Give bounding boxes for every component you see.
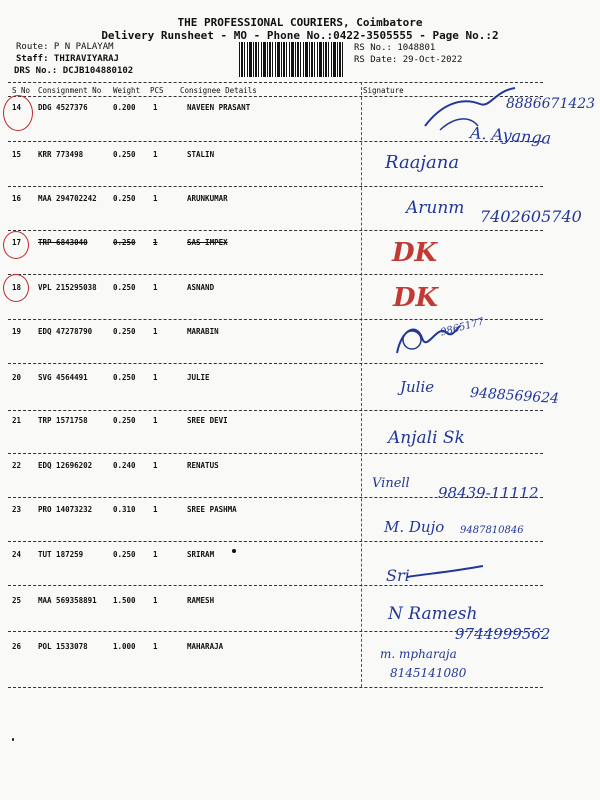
row-pcs: 1 <box>153 596 158 605</box>
handwritten-phone: 9488569624 <box>469 384 560 408</box>
row-consignment: POL 1533078 <box>38 642 88 651</box>
row-pcs: 1 <box>153 461 158 470</box>
table-row <box>0 150 600 162</box>
col-header-pcs: PCS <box>150 86 164 95</box>
row-divider <box>8 541 543 542</box>
row-weight: 1.000 <box>113 642 136 651</box>
row-consignee: MARABIN <box>187 327 219 336</box>
row-sno: 21 <box>12 416 22 425</box>
row-weight: 0.200 <box>113 103 136 112</box>
handwritten-signature: N Ramesh <box>388 604 478 624</box>
handwritten-phone: 7402605740 <box>480 207 582 226</box>
row-pcs: 1 <box>153 550 158 559</box>
row-divider <box>8 585 543 586</box>
row-pcs: 1 <box>153 416 158 425</box>
row-consignee: ARUNKUMAR <box>187 194 228 203</box>
row-consignee: SREE DEVI <box>187 416 228 425</box>
rs-date: RS Date: 29-Oct-2022 <box>354 55 463 65</box>
row-consignment: DDG 4527376 <box>38 103 88 112</box>
row-divider <box>8 274 543 275</box>
table-row <box>0 596 600 608</box>
handwritten-signature: m. mpharaja <box>380 647 457 661</box>
col-header-consignee: Consignee Details <box>180 86 257 95</box>
row-weight: 0.250 <box>113 327 136 336</box>
row-divider <box>8 453 543 454</box>
row-pcs: 1 <box>153 327 158 336</box>
ink-speck <box>12 738 14 741</box>
handwritten-signature: Julie <box>400 378 435 396</box>
table-row <box>0 416 600 428</box>
row-divider <box>8 141 543 142</box>
row-sno: 22 <box>12 461 22 470</box>
row-divider <box>8 319 543 320</box>
row-consignment: EDQ 47278790 <box>38 327 93 336</box>
col-header-signature: Signature <box>363 86 404 95</box>
row-sno: 18 <box>12 283 22 292</box>
row-weight: 0.250 <box>113 194 136 203</box>
row-weight: 0.250 <box>113 238 136 247</box>
row-pcs: 1 <box>153 238 158 247</box>
handwritten-phone: 8145141080 <box>390 666 467 680</box>
handwritten-signature: Sri <box>386 566 410 585</box>
signature-scribble <box>405 562 485 582</box>
col-header-weight: Weight <box>113 86 141 95</box>
rs-number: RS No.: 1048801 <box>354 43 436 53</box>
handwritten-signature: Vinell <box>372 476 410 491</box>
row-pcs: 1 <box>153 373 158 382</box>
row-consignment: SVG 4564491 <box>38 373 88 382</box>
row-consignee: ASNAND <box>187 283 215 292</box>
row-consignee: MAHARAJA <box>187 642 224 651</box>
row-pcs: 1 <box>153 283 158 292</box>
row-sno: 20 <box>12 373 22 382</box>
runsheet-subtitle: Delivery Runsheet - MO - Phone No.:0422-3505555 - Page No.:2 <box>101 29 499 42</box>
ink-speck <box>232 549 236 553</box>
red-circle-mark <box>3 274 29 302</box>
handwritten-phone: 9487810846 <box>460 525 524 536</box>
row-divider <box>8 410 543 411</box>
table-top-rule <box>8 82 543 83</box>
staff-label: Staff: THIRAVIYARAJ <box>16 54 119 64</box>
row-sno: 16 <box>12 194 22 203</box>
row-weight: 0.240 <box>113 461 136 470</box>
table-row <box>0 238 600 250</box>
row-sno: 19 <box>12 327 22 336</box>
handwritten-phone: 9744999562 <box>455 625 551 643</box>
row-consignment: TRP 6843040 <box>38 238 88 247</box>
table-row <box>0 283 600 295</box>
handwritten-phone: 8886671423 <box>506 96 596 112</box>
handwritten-signature: Raajana <box>385 152 460 173</box>
row-consignment: MAA 294702242 <box>38 194 97 203</box>
row-divider <box>8 230 543 231</box>
row-consignment: PRO 14073232 <box>38 505 93 514</box>
handwritten-phone: 9865177 <box>439 316 486 339</box>
company-title: THE PROFESSIONAL COURIERS, Coimbatore <box>177 16 423 29</box>
red-circle-mark <box>3 231 29 259</box>
row-consignee: SRIRAM <box>187 550 215 559</box>
table-bottom-rule <box>8 687 543 688</box>
row-consignment: TRP 1571758 <box>38 416 88 425</box>
handwritten-signature: M. Dujo <box>384 518 445 536</box>
row-pcs: 1 <box>153 150 158 159</box>
route-label: Route: P N PALAYAM <box>16 42 114 52</box>
row-consignee: RAMESH <box>187 596 215 605</box>
table-row <box>0 461 600 473</box>
row-consignment: MAA 569358891 <box>38 596 97 605</box>
row-consignee: RENATUS <box>187 461 219 470</box>
row-consignee: JULIE <box>187 373 210 382</box>
row-divider <box>8 186 543 187</box>
row-weight: 0.250 <box>113 416 136 425</box>
table-row <box>0 642 600 654</box>
red-circle-mark <box>3 95 33 131</box>
handwritten-phone: 98439-11112 <box>438 484 539 502</box>
row-sno: 14 <box>12 103 22 112</box>
red-stamp-initials: DK <box>393 283 439 313</box>
row-consignment: VPL 215295038 <box>38 283 97 292</box>
col-header-sno: S No <box>12 86 31 95</box>
row-sno: 24 <box>12 550 22 559</box>
table-row <box>0 505 600 517</box>
row-sno: 23 <box>12 505 22 514</box>
row-weight: 0.250 <box>113 373 136 382</box>
row-pcs: 1 <box>153 642 158 651</box>
table-row <box>0 373 600 385</box>
row-sno: 17 <box>12 238 22 247</box>
col-header-consignment: Consignment No <box>38 86 102 95</box>
table-row <box>0 194 600 206</box>
table-row <box>0 327 600 339</box>
handwritten-signature: Anjali Sk <box>388 428 465 448</box>
row-weight: 1.500 <box>113 596 136 605</box>
row-pcs: 1 <box>153 103 158 112</box>
row-sno: 15 <box>12 150 22 159</box>
row-consignee: STALIN <box>187 150 215 159</box>
red-stamp-initials: DK <box>392 238 438 268</box>
row-pcs: 1 <box>153 194 158 203</box>
table-row <box>0 550 600 562</box>
row-pcs: 1 <box>153 505 158 514</box>
handwritten-signature: Arunm <box>406 198 465 218</box>
row-consignment: EDQ 12696202 <box>38 461 93 470</box>
row-consignment: KRR 773498 <box>38 150 84 159</box>
row-sno: 25 <box>12 596 22 605</box>
handwritten-signature: A. Ayanga <box>469 123 552 148</box>
row-weight: 0.250 <box>113 550 136 559</box>
row-consignee: SREE PASHMA <box>187 505 237 514</box>
signature-scribble <box>420 86 520 136</box>
row-consignee: NAVEEN PRASANT <box>187 103 251 112</box>
row-consignment: TUT 187259 <box>38 550 84 559</box>
barcode <box>239 42 343 77</box>
row-weight: 0.310 <box>113 505 136 514</box>
row-sno: 26 <box>12 642 22 651</box>
row-divider <box>8 363 543 364</box>
row-weight: 0.250 <box>113 283 136 292</box>
row-consignee: SAS IMPEX <box>187 238 228 247</box>
row-weight: 0.250 <box>113 150 136 159</box>
drs-number: DRS No.: DCJB104880102 <box>14 66 134 76</box>
